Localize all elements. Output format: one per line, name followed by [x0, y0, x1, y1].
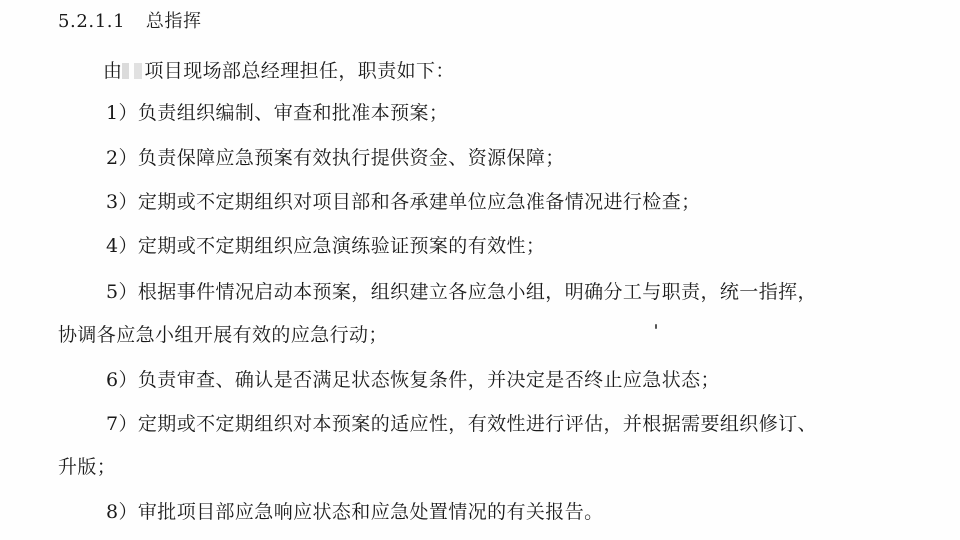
duty-item-1: 1）负责组织编制、审查和批准本预案； — [106, 102, 449, 124]
section-title: 总指挥 — [145, 11, 202, 32]
redacted-smudge — [122, 63, 142, 79]
duty-item-8: 8）审批项目部应急响应状态和应急处置情况的有关报告。 — [106, 501, 604, 523]
intro-prefix: 由 — [103, 60, 123, 82]
duty-item-4: 4）定期或不定期组织应急演练验证预案的有效性； — [106, 235, 546, 257]
duty-item-6: 6）负责审查、确认是否满足状态恢复条件，并决定是否终止应急状态； — [106, 369, 720, 391]
duty-item-3: 3）定期或不定期组织对项目部和各承建单位应急准备情况进行检查； — [106, 191, 701, 213]
intro-text: 项目现场部总经理担任，职责如下： — [144, 60, 455, 82]
duty-item-5-continued: 协调各应急小组开展有效的应急行动； — [58, 324, 388, 346]
duty-item-7: 7）定期或不定期组织对本预案的适应性，有效性进行评估，并根据需要组织修订、 — [106, 413, 817, 435]
duty-item-7-continued: 升版； — [58, 456, 117, 478]
intro-paragraph — [103, 59, 455, 83]
scan-speck — [655, 324, 657, 329]
duty-item-5: 5）根据事件情况启动本预案，组织建立各应急小组，明确分工与职责，统一指挥， — [106, 281, 817, 303]
duty-item-2: 2）负责保障应急预案有效执行提供资金、资源保障； — [106, 147, 565, 169]
section-heading — [58, 10, 202, 34]
section-number: 5.2.1.1 — [58, 11, 126, 32]
